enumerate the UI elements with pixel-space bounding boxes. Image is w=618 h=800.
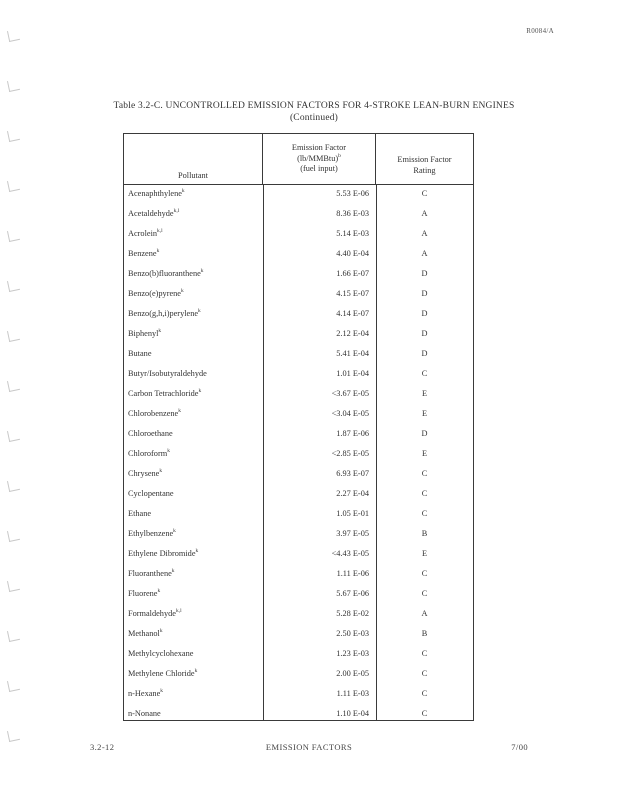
table-row	[124, 444, 473, 464]
footnote-marker: k	[156, 248, 160, 255]
pollutant-cell: Butyr/Isobutyraldehyde	[128, 369, 207, 378]
footnote-marker: k	[198, 388, 202, 395]
table-row	[124, 544, 473, 564]
pollutant-cell: Methylcyclohexane	[128, 649, 194, 658]
emission-factor-cell: 1.66 E-07	[336, 269, 369, 278]
emission-factor-cell: <3.04 E-05	[331, 409, 369, 418]
table-row	[124, 384, 473, 404]
emission-factor-cell: 4.15 E-07	[336, 289, 369, 298]
pollutant-cell: n-Nonane	[128, 709, 161, 718]
table-row	[124, 504, 473, 524]
table-row	[124, 344, 473, 364]
emission-factor-cell: 1.11 E-03	[336, 689, 369, 698]
pollutant-cell: Chloroethane	[128, 429, 173, 438]
emission-factor-cell: <2.85 E-05	[331, 449, 369, 458]
rating-cell: C	[421, 689, 428, 698]
emission-factor-cell: 1.05 E-01	[336, 509, 369, 518]
table-row	[124, 424, 473, 444]
emission-factor-cell: 1.01 E-04	[336, 369, 369, 378]
footnote-marker: k	[157, 588, 161, 595]
table-row	[124, 564, 473, 584]
rating-cell: D	[421, 309, 428, 318]
rating-cell: C	[421, 589, 428, 598]
footer-date: 7/00	[511, 742, 528, 752]
footnote-marker: k	[171, 568, 175, 575]
pollutant-cell: Carbon Tetrachloride$^k$	[128, 388, 202, 398]
footnote-marker: k,l	[173, 208, 180, 215]
footnote-marker: k	[200, 268, 204, 275]
table-row	[124, 264, 473, 284]
rating-cell: E	[421, 389, 428, 398]
table-title	[90, 100, 538, 124]
emission-factor-cell: 1.87 E-06	[336, 429, 369, 438]
footnote-marker: k	[194, 668, 198, 675]
column-header-rating: Emission Factor Rating	[397, 155, 452, 175]
footnote-marker: k	[181, 188, 185, 195]
rating-cell: D	[421, 329, 428, 338]
pollutant-cell: Cyclopentane	[128, 489, 174, 498]
rating-cell: C	[421, 509, 428, 518]
rating-cell: A	[421, 249, 428, 258]
pollutant-cell: Butane	[128, 349, 152, 358]
pollutant-cell: Formaldehyde$^{k,l}$	[128, 608, 182, 618]
rating-cell: D	[421, 269, 428, 278]
rating-cell: E	[421, 549, 428, 558]
table-row	[124, 604, 473, 624]
table-row	[124, 704, 473, 721]
emission-factor-cell: 5.28 E-02	[336, 609, 369, 618]
footnote-marker: k	[158, 328, 162, 335]
footnote-marker: k	[159, 468, 163, 475]
pollutant-cell: Fluorene$^k$	[128, 588, 161, 598]
table-row	[124, 684, 473, 704]
rating-cell: E	[421, 409, 428, 418]
table-row	[124, 644, 473, 664]
emission-factor-cell: 5.53 E-06	[336, 189, 369, 198]
emission-factor-cell: 4.14 E-07	[336, 309, 369, 318]
rating-cell: C	[421, 709, 428, 718]
table-row	[124, 464, 473, 484]
pollutant-cell: Methylene Chloride$^k$	[128, 668, 198, 678]
pollutant-cell: Benzo(e)pyrene$^k$	[128, 288, 184, 298]
emission-factor-cell: 5.41 E-04	[336, 349, 369, 358]
column-header-emission-factor: Emission Factor (lb/MMBtu)$^b$ (fuel input)	[263, 134, 376, 184]
rating-cell: C	[421, 489, 428, 498]
document-id: R0084/A	[526, 27, 554, 35]
table-row	[124, 664, 473, 684]
emission-factor-cell: 8.36 E-03	[336, 209, 369, 218]
emission-factor-cell: 3.97 E-05	[336, 529, 369, 538]
page-number: 3.2-12	[90, 742, 115, 752]
rating-cell: C	[421, 649, 428, 658]
pollutant-cell: n-Hexane$^k$	[128, 688, 163, 698]
table-title-line1: Table 3.2-C. UNCONTROLLED EMISSION FACTORS FOR 4-STROKE LEAN-BURN ENGINES	[113, 101, 515, 111]
footnote-marker: k	[167, 448, 170, 455]
footer-section-title: EMISSION FACTORS	[265, 742, 353, 752]
table-row	[124, 304, 473, 324]
pollutant-cell: Ethane	[128, 509, 152, 518]
footnote-marker: k	[178, 408, 181, 415]
emission-factor-cell: 2.12 E-04	[336, 329, 369, 338]
pollutant-cell: Ethylene Dibromide$^k$	[128, 548, 199, 558]
emission-factors-table	[123, 133, 474, 721]
emission-factor-cell: 1.10 E-04	[336, 709, 369, 718]
footnote-marker: k,l	[157, 228, 163, 235]
table-row	[124, 484, 473, 504]
pollutant-cell: Chlorobenzene$^k$	[128, 408, 181, 418]
rating-cell: C	[421, 669, 428, 678]
rating-cell: A	[421, 209, 428, 218]
table-row	[124, 524, 473, 544]
emission-factor-cell: 2.00 E-05	[336, 669, 369, 678]
pollutant-cell: Acrolein$^{k,l}$	[128, 228, 163, 238]
footnote-marker: k	[173, 528, 176, 535]
emission-factor-cell: 2.27 E-04	[336, 489, 369, 498]
emission-factor-cell: 1.23 E-03	[336, 649, 369, 658]
rating-cell: A	[421, 229, 428, 238]
emission-factor-cell: 5.14 E-03	[336, 229, 369, 238]
footnote-marker: k	[180, 288, 184, 295]
table-header	[124, 134, 473, 185]
emission-factor-cell: <4.43 E-05	[331, 549, 369, 558]
pollutant-cell: Chloroform$^k$	[128, 448, 170, 458]
pollutant-cell: Acenaphthylene$^k$	[128, 188, 185, 198]
table-row	[124, 224, 473, 244]
table-title-line2: (Continued)	[289, 113, 339, 123]
rating-cell: D	[421, 289, 428, 298]
pollutant-cell: Fluoranthene$^k$	[128, 568, 175, 578]
emission-factor-cell: 4.40 E-04	[336, 249, 369, 258]
table-row	[124, 584, 473, 604]
table-row	[124, 184, 473, 204]
table-row	[124, 364, 473, 384]
emission-factor-cell: 5.67 E-06	[336, 589, 369, 598]
binding-margin-marks	[6, 20, 20, 780]
footnote-marker: k	[198, 308, 201, 315]
rating-cell: C	[421, 369, 428, 378]
pollutant-cell: Benzo(g,h,i)perylene$^k$	[128, 308, 201, 318]
rating-cell: C	[421, 189, 428, 198]
rating-cell: C	[421, 469, 428, 478]
table-row	[124, 324, 473, 344]
footnote-marker: k	[195, 548, 199, 555]
table-row	[124, 624, 473, 644]
rating-cell: B	[421, 629, 428, 638]
table-row	[124, 404, 473, 424]
rating-cell: A	[421, 609, 428, 618]
pollutant-cell: Chrysene$^k$	[128, 468, 163, 478]
pollutant-cell: Methanol$^k$	[128, 628, 163, 638]
footnote-marker: k	[159, 628, 163, 635]
rating-cell: D	[421, 429, 428, 438]
pollutant-cell: Benzo(b)fluoranthene$^k$	[128, 268, 204, 278]
footnote-marker: k,l	[175, 608, 182, 615]
pollutant-cell: Biphenyl$^k$	[128, 328, 162, 338]
footnote-marker: k	[160, 688, 163, 695]
emission-factor-cell: 6.93 E-07	[336, 469, 369, 478]
pollutant-cell: Acetaldehyde$^{k,l}$	[128, 208, 180, 218]
emission-factor-cell: 1.11 E-06	[336, 569, 369, 578]
rating-cell: D	[421, 349, 428, 358]
table-body	[124, 184, 473, 721]
emission-factor-cell: <3.67 E-05	[331, 389, 369, 398]
column-header-pollutant: Pollutant	[124, 134, 263, 184]
table-row	[124, 244, 473, 264]
rating-cell: C	[421, 569, 428, 578]
rating-cell: E	[421, 449, 428, 458]
table-row	[124, 284, 473, 304]
pollutant-cell: Benzene$^k$	[128, 248, 160, 258]
table-row	[124, 204, 473, 224]
emission-factor-cell: 2.50 E-03	[336, 629, 369, 638]
pollutant-cell: Ethylbenzene$^k$	[128, 528, 176, 538]
rating-cell: B	[421, 529, 428, 538]
